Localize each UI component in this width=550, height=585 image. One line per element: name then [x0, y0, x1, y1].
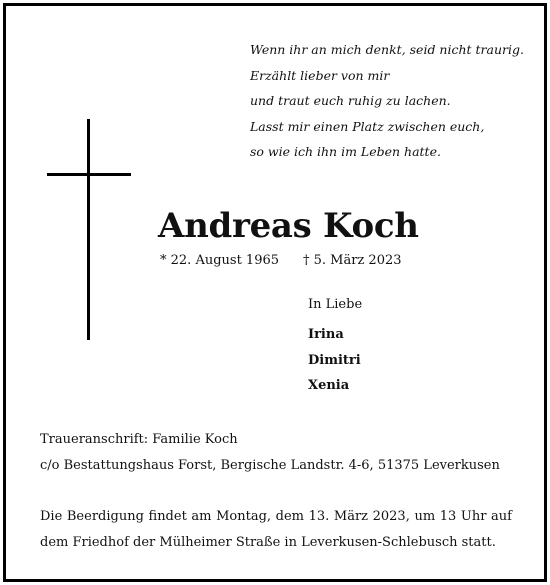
mourners-intro: In Liebe [308, 297, 363, 312]
poem-line: Wenn ihr an mich denkt, seid nicht traurig. [250, 42, 524, 57]
cross-horizontal-bar [47, 173, 131, 176]
mourners-block [308, 294, 362, 399]
poem-line: Erzählt lieber von mir [250, 67, 390, 83]
mourner-name: Dimitri [308, 352, 361, 368]
death-date: † 5. März 2023 [303, 253, 402, 268]
birth-date: * 22. August 1965 [160, 253, 280, 268]
cross-vertical-bar [87, 119, 90, 340]
address-line-street: c/o Bestattungshaus Forst, Bergische Landstr. 4-6, 51375 Leverkusen [40, 458, 500, 473]
poem-line: Lasst mir einen Platz zwischen euch, [250, 118, 485, 134]
mourner-name: Irina [308, 327, 344, 342]
address-line-contact: Traueranschrift: Familie Koch [40, 432, 238, 447]
deceased-name: Andreas Koch [158, 206, 419, 246]
mourning-address [40, 427, 515, 479]
poem [250, 37, 540, 165]
poem-line: und traut euch ruhig zu lachen. [250, 93, 451, 108]
poem-line: so wie ich ihn im Leben hatte. [250, 144, 441, 159]
funeral-info: Die Beerdigung findet am Montag, dem 13. März 2023, um 13 Uhr auf dem Friedhof der Mülheimer Straße in Leverkusen-Schlebusch statt. [40, 509, 512, 550]
mourner-name: Xenia [308, 378, 350, 393]
